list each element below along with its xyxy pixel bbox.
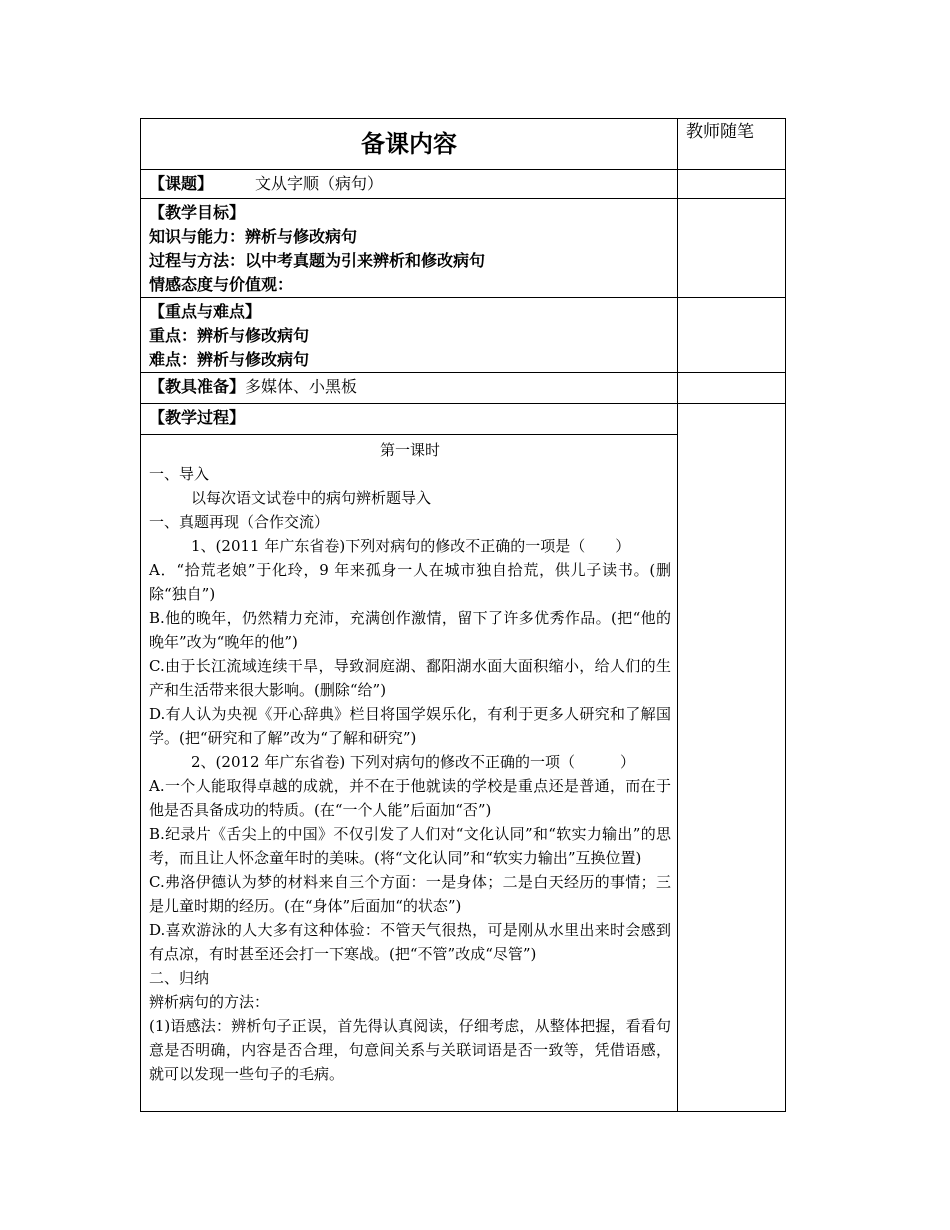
question-1-option-b: B.他的晚年，仍然精力充沛，充满创作激情，留下了许多优秀作品。(把“他的晚年”改为“晚年的他”)	[149, 609, 671, 651]
objectives-section	[141, 199, 678, 298]
topic-notes-cell	[678, 170, 786, 199]
summary-title: 二、归纳	[149, 969, 210, 987]
method-1: (1)语感法：辨析句子正误，首先得认真阅读，仔细考虑，从整体把握，看看句意是否明确，内容是否合理，句意间关系与关联词语是否一致等，凭借语感，就可以发现一些句子的毛病。	[149, 1017, 671, 1083]
question-2-option-d: D.喜欢游泳的人大多有这种体验：不管天气很热，可是刚从水里出来时会感到有点凉，有时甚至还会打一下寒战。(把“不管”改成“尽管”)	[149, 921, 671, 963]
question-1-option-a: A．“拾荒老娘”于化玲，9 年来孤身一人在城市独自拾荒，供儿子读书。(删除“独自”)	[149, 561, 671, 603]
objective-knowledge: 知识与能力：辨析与修改病句	[149, 227, 358, 246]
question-1-option-d: D.有人认为央视《开心辞典》栏目将国学娱乐化，有利于更多人研究和了解国学。(把“研究和了解”改为“了解和研究”)	[149, 705, 671, 747]
topic-value: 文从字顺（病句）	[255, 174, 384, 193]
lesson-plan-table	[140, 118, 786, 1112]
objective-process: 过程与方法：以中考真题为引来辨析和修改病句	[149, 251, 486, 270]
objectives-notes-cell	[678, 199, 786, 298]
process-heading: 【教学过程】	[141, 404, 677, 435]
process-notes-cell	[678, 404, 786, 1112]
topic-label: 【课题】	[149, 174, 214, 193]
materials-notes-cell	[678, 373, 786, 404]
intro-title: 一、导入	[149, 465, 210, 483]
process-section	[141, 404, 678, 1112]
real-exam-title: 一、真题再现（合作交流）	[149, 513, 330, 531]
plan-title: 备课内容	[141, 119, 678, 170]
keypoint-focus: 重点：辨析与修改病句	[149, 326, 310, 345]
keypoints-notes-cell	[678, 298, 786, 373]
question-2-option-a: A.一个人能取得卓越的成就，并不在于他就读的学校是重点还是普通，而在于他是否具备成功的特质。(在“一个人能”后面加“否”)	[149, 777, 671, 819]
teacher-notes-header: 教师随笔	[678, 119, 786, 170]
question-2-option-c: C.弗洛伊德认为梦的材料来自三个方面：一是身体；二是白天经历的事情；三是儿童时期的经历。(在“身体”后面加“的状态”)	[149, 873, 671, 915]
intro-text: 以每次语文试卷中的病句辨析题导入	[191, 489, 432, 507]
keypoints-section	[141, 298, 678, 373]
materials-label: 【教具准备】	[149, 377, 246, 396]
keypoint-difficulty: 难点：辨析与修改病句	[149, 350, 310, 369]
keypoints-heading: 【重点与难点】	[149, 302, 262, 321]
question-1-stem: 1、(2011 年广东省卷)下列对病句的修改不正确的一项是（ ）	[191, 537, 631, 555]
method-title: 辨析病句的方法：	[149, 993, 270, 1011]
question-2-stem: 2、(2012 年广东省卷) 下列对病句的修改不正确的一项（ ）	[191, 753, 635, 771]
topic-row	[141, 170, 678, 199]
question-2-option-b: B.纪录片《舌尖上的中国》不仅引发了人们对“文化认同”和“软实力输出”的思考，而且让人怀念童年时的美味。(将“文化认同”和“软实力输出”互换位置)	[149, 825, 671, 867]
objective-attitude: 情感态度与价值观：	[149, 275, 294, 294]
lesson-label: 第一课时	[379, 441, 440, 459]
question-1-option-c: C.由于长江流域连续干旱，导致洞庭湖、鄱阳湖水面大面积缩小，给人们的生产和生活带来很大影响。(删除“给”)	[149, 657, 671, 699]
materials-value: 多媒体、小黑板	[245, 377, 358, 396]
materials-row	[141, 373, 678, 404]
process-body	[141, 435, 677, 1086]
objectives-heading: 【教学目标】	[149, 203, 246, 222]
